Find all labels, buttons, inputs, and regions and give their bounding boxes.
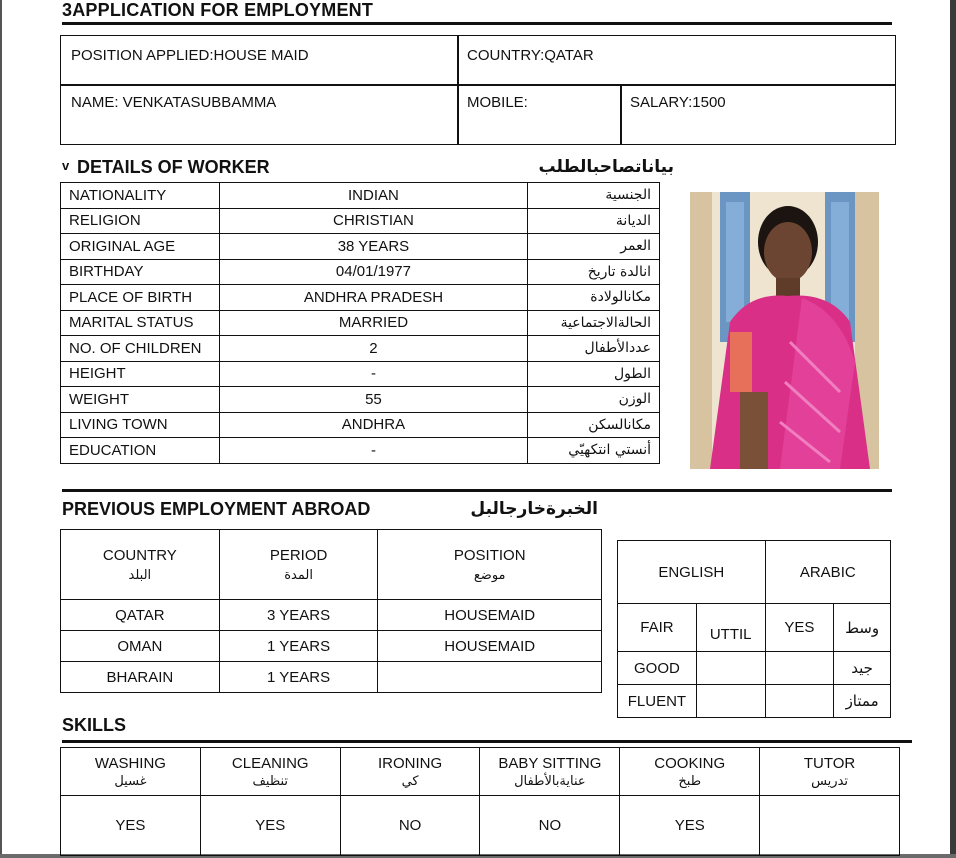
row-period: 1 YEARS (219, 662, 378, 693)
table-row (61, 438, 660, 464)
table-row (61, 310, 660, 336)
level-good: GOOD (618, 652, 697, 685)
details-title: DETAILS OF WORKER (77, 157, 270, 177)
document-title: 3APPLICATION FOR EMPLOYMENT (62, 0, 374, 20)
languages-table (617, 540, 891, 718)
table-row (61, 361, 660, 387)
skills-rule (62, 740, 912, 743)
skill-washing-value: YES (61, 796, 201, 856)
english-level-value: UTTIL (696, 604, 765, 652)
detail-label-arabic: الوزن (528, 387, 660, 413)
detail-label: BIRTHDAY (61, 259, 220, 285)
salary-field: SALARY:1500 (630, 94, 726, 111)
language-arabic-header: ARABIC (765, 541, 890, 604)
detail-label: HEIGHT (61, 361, 220, 387)
detail-label: NATIONALITY (61, 183, 220, 209)
row-country: BHARAIN (61, 662, 220, 693)
detail-value: ANDHRA (219, 412, 527, 438)
section-marker: v (62, 158, 70, 173)
table-row (61, 183, 660, 209)
row-country: QATAR (61, 600, 220, 631)
table-row (61, 285, 660, 311)
detail-label-arabic: مكانالسكن (528, 412, 660, 438)
table-row (61, 234, 660, 260)
level-good-arabic: جيد (834, 652, 891, 685)
skill-baby-sitting: BABY SITTING عنايةبالأطفال (480, 748, 620, 796)
skill-ironing-value: NO (340, 796, 480, 856)
detail-label: LIVING TOWN (61, 412, 220, 438)
detail-label-arabic: مكانالولادة (528, 285, 660, 311)
detail-value: 55 (219, 387, 527, 413)
detail-value: 38 YEARS (219, 234, 527, 260)
row-position: HOUSEMAID (378, 600, 602, 631)
table-row (61, 336, 660, 362)
detail-label: EDUCATION (61, 438, 220, 464)
level-fluent-arabic: ممتاز (834, 685, 891, 718)
detail-value: INDIAN (219, 183, 527, 209)
detail-label-arabic: عددالأطفال (528, 336, 660, 362)
detail-label-arabic: الطول (528, 361, 660, 387)
detail-value: 04/01/1977 (219, 259, 527, 285)
row-position (378, 662, 602, 693)
worker-name: NAME: VENKATASUBBAMMA (71, 94, 277, 111)
title-rule (62, 22, 892, 25)
detail-label: PLACE OF BIRTH (61, 285, 220, 311)
skill-baby-sitting-value: NO (480, 796, 620, 856)
table-row (61, 208, 660, 234)
skill-washing: WASHING غسيل (61, 748, 201, 796)
table-row (61, 387, 660, 413)
detail-value: 2 (219, 336, 527, 362)
skill-cooking: COOKING طبخ (620, 748, 760, 796)
position-applied: POSITION APPLIED:HOUSE MAID (71, 47, 309, 64)
table-row (61, 412, 660, 438)
detail-value: ANDHRA PRADESH (219, 285, 527, 311)
detail-label: NO. OF CHILDREN (61, 336, 220, 362)
detail-label-arabic: الحالةالاجتماعية (528, 310, 660, 336)
header-position: POSITION موضع (378, 530, 602, 600)
worker-photo (690, 192, 879, 469)
worker-details-table (60, 182, 660, 464)
skills-table (60, 747, 900, 856)
row-period: 3 YEARS (219, 600, 378, 631)
table-row (61, 662, 602, 693)
detail-label-arabic: الجنسية (528, 183, 660, 209)
skills-title: SKILLS (62, 715, 127, 735)
detail-label: WEIGHT (61, 387, 220, 413)
language-english-header: ENGLISH (618, 541, 766, 604)
detail-label-arabic: أنستي انتكهيّي (528, 438, 660, 464)
skill-tutor: TUTOR تدريس (760, 748, 900, 796)
row-country: OMAN (61, 631, 220, 662)
row-period: 1 YEARS (219, 631, 378, 662)
skill-tutor-value (760, 796, 900, 856)
detail-label-arabic: انالدة تاريخ (528, 259, 660, 285)
table-row (61, 600, 602, 631)
detail-label-arabic: العمر (528, 234, 660, 260)
level-fair-arabic: وسط (834, 604, 891, 652)
arabic-level-value: YES (765, 604, 834, 652)
skill-cooking-value: YES (620, 796, 760, 856)
detail-value: MARRIED (219, 310, 527, 336)
previous-employment-table (60, 529, 602, 693)
detail-value: - (219, 438, 527, 464)
skill-ironing: IRONING كي (340, 748, 480, 796)
detail-label: MARITAL STATUS (61, 310, 220, 336)
row-position: HOUSEMAID (378, 631, 602, 662)
skill-cleaning: CLEANING تنظيف (200, 748, 340, 796)
mobile-field: MOBILE: (467, 94, 528, 111)
detail-label: ORIGINAL AGE (61, 234, 220, 260)
level-fluent: FLUENT (618, 685, 697, 718)
table-row (61, 259, 660, 285)
skill-cleaning-value: YES (200, 796, 340, 856)
detail-value: - (219, 361, 527, 387)
header-period: PERIOD المدة (219, 530, 378, 600)
section-rule (62, 489, 892, 492)
detail-label: RELIGION (61, 208, 220, 234)
detail-label-arabic: الديانة (528, 208, 660, 234)
page-border-left (0, 0, 2, 858)
header-country: COUNTRY البلد (61, 530, 220, 600)
table-row (61, 631, 602, 662)
detail-value: CHRISTIAN (219, 208, 527, 234)
level-fair: FAIR (618, 604, 697, 652)
application-header-box (60, 35, 896, 145)
scrollbar-track[interactable] (950, 0, 956, 858)
details-title-arabic: بياناتصاحبالطلب (538, 157, 674, 177)
country-applied: COUNTRY:QATAR (467, 47, 594, 64)
previous-employment-title-arabic: الخبرةخارجالبل (470, 499, 598, 519)
previous-employment-title: PREVIOUS EMPLOYMENT ABROAD (62, 499, 371, 519)
worker-portrait-image (690, 192, 879, 469)
